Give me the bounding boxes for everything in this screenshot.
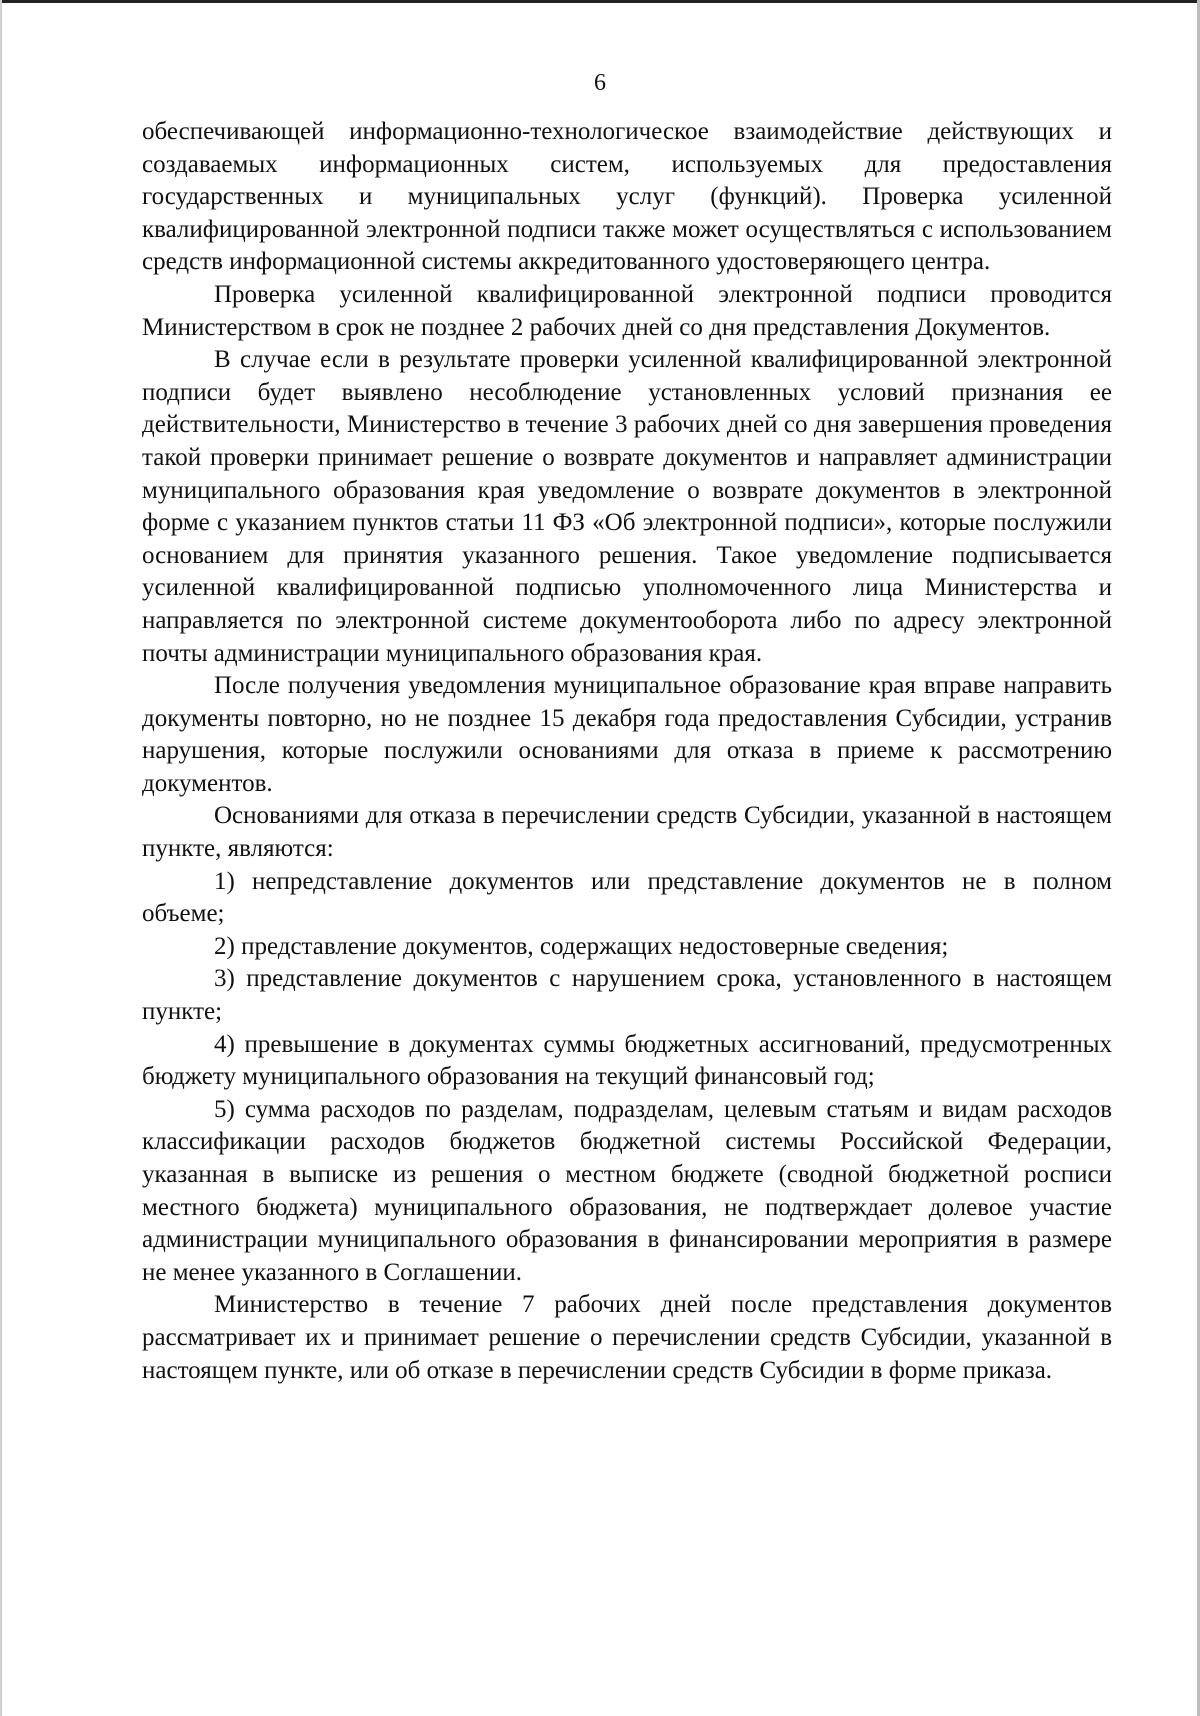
scan-top-edge: [0, 0, 1200, 3]
list-item-ground-5: 5) сумма расходов по разделам, подразделам, целевым статьям и видам расходов классификации расходов бюджетов бюджетной системы Российской Федерации, указанная в выписке из решения о местном бюджете (сводной бюджетной росписи местного бюджета) муниципального образования, не подтверждает долевое участие администрации муниципального образования в финансировании мероприятия в размере не менее указанного в Соглашении.: [142, 1095, 1112, 1286]
document-body: [142, 116, 1112, 1387]
paragraph-refusal-grounds-intro: Основаниями для отказа в перечислении средств Субсидии, указанной в настоящем пункте, являются:: [142, 802, 1112, 863]
list-item-ground-1: 1) непредставление документов или представление документов не в полном объеме;: [142, 867, 1112, 928]
paragraph-continuation: обеспечивающей информационно-технологическое взаимодействие действующих и создаваемых информационных систем, используемых для предоставления государственных и муниципальных услуг (функций). Проверка усиленной квалифицированной электронной подписи также может осуществляться с использованием средств информационной системы аккредитованного удостоверяющего центра.: [142, 118, 1112, 276]
paragraph-resubmission: После получения уведомления муниципальное образование края вправе направить документы повторно, но не позднее 15 декабря года предоставления Субсидии, устранив нарушения, которые послужили основаниями для отказа в приеме к рассмотрению документов.: [142, 672, 1112, 797]
scan-left-edge: [0, 0, 2, 1716]
page-number: 6: [594, 70, 606, 96]
paragraph-signature-invalid: В случае если в результате проверки усиленной квалифицированной электронной подписи будет выявлено несоблюдение установленных условий признания ее действительности, Министерство в течение 3 рабочих дней со дня завершения проведения такой проверки принимает решение о возврате документов и направляет администрации муниципального образования края уведомление о возврате документов в электронной форме с указанием пунктов статьи 11 ФЗ «Об электронной подписи», которые послужили основанием для принятия указанного решения. Такое уведомление подписывается усиленной квалифицированной подписью уполномоченного лица Министерства и направляется по электронной системе документооборота либо по адресу электронной почты администрации муниципального образования края.: [142, 346, 1112, 667]
paragraph-signature-check-deadline: Проверка усиленной квалифицированной электронной подписи проводится Министерством в срок не позднее 2 рабочих дней со дня представления Документов.: [142, 280, 1112, 341]
list-item-ground-2: 2) представление документов, содержащих недостоверные сведения;: [214, 932, 949, 960]
list-item-ground-4: 4) превышение в документах суммы бюджетных ассигнований, предусмотренных бюджету муниципального образования на текущий финансовый год;: [142, 1030, 1112, 1091]
list-item-ground-3: 3) представление документов с нарушением срока, установленного в настоящем пункте;: [142, 965, 1112, 1026]
paragraph-ministry-decision: Министерство в течение 7 рабочих дней после представления документов рассматривает их и принимает решение о перечислении средств Субсидии, указанной в настоящем пункте, или об отказе в перечислении средств Субсидии в форме приказа.: [142, 1291, 1112, 1384]
